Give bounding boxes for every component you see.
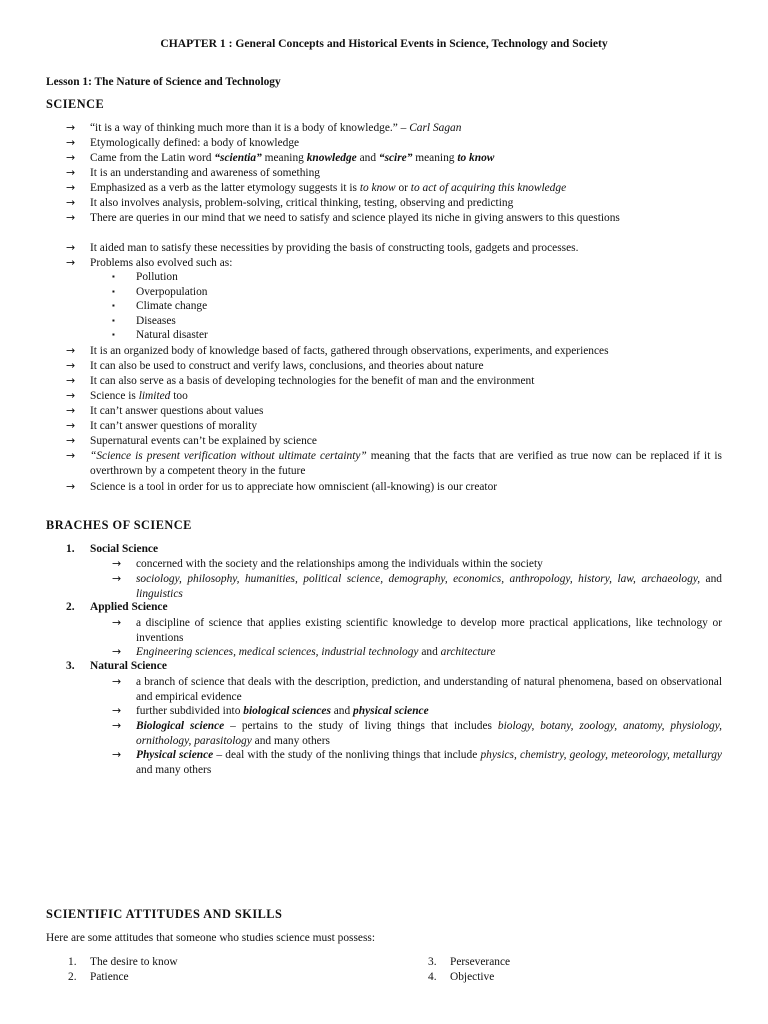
attitude-item: [428, 955, 510, 970]
list-item: [66, 241, 722, 256]
branch-heading: [66, 659, 167, 674]
problem-text: Pollution: [136, 271, 178, 283]
bullet-icon: ▪: [112, 272, 115, 281]
attitude-item: [68, 955, 178, 970]
list-item-text: It is an understanding and awareness of something: [90, 167, 320, 179]
list-item-text: Biological science – pertains to the study of living things that includes biology, botany, zoology, anatomy, physiology, ornithology, parasitology and many others: [136, 720, 723, 747]
problem-item: [112, 328, 208, 343]
attitude-number: 3.: [428, 956, 437, 968]
list-item-text: It can’t answer questions of morality: [90, 420, 258, 432]
arrow-icon: →: [66, 359, 76, 372]
bullet-icon: ▪: [112, 301, 115, 310]
problem-text: Overpopulation: [136, 286, 208, 298]
list-item: [66, 166, 722, 181]
arrow-icon: →: [66, 404, 76, 417]
arrow-icon: →: [66, 256, 76, 269]
chapter-title: CHAPTER 1 : General Concepts and Historical Events in Science, Technology and Society: [160, 37, 608, 50]
list-item-text: It also involves analysis, problem-solving, critical thinking, testing, observing and predicting: [90, 197, 514, 209]
arrow-icon: →: [66, 389, 76, 402]
attitude-text: Objective: [450, 971, 495, 983]
list-item-text: Came from the Latin word “scientia” meaning knowledge and “scire” meaning to know: [90, 152, 495, 164]
arrow-icon: →: [66, 344, 76, 357]
attitude-text: Patience: [90, 971, 129, 983]
list-item-text: Science is limited too: [90, 390, 188, 402]
attitude-text: The desire to know: [90, 956, 178, 968]
branches-heading: BRACHES OF SCIENCE: [46, 518, 192, 532]
list-item-text: a discipline of science that applies existing scientific knowledge to develop more practical applications, like technology or inventions: [136, 617, 722, 644]
list-item: [66, 211, 722, 226]
arrow-icon: →: [112, 557, 122, 570]
branch-point: [112, 748, 722, 777]
problem-item: [112, 299, 207, 314]
arrow-icon: →: [66, 419, 76, 432]
list-item: [66, 151, 722, 166]
attitude-number: 4.: [428, 971, 437, 983]
problem-item: [112, 285, 208, 300]
list-item-text: Supernatural events can’t be explained by science: [90, 435, 317, 447]
branch-number: 1.: [66, 543, 75, 555]
arrow-icon: →: [66, 449, 76, 462]
list-item-text: a branch of science that deals with the description, prediction, and understanding of natural phenomena, based on observational and empirical evidence: [136, 676, 722, 703]
branch-number: 2.: [66, 601, 75, 613]
attitude-item: [68, 970, 129, 985]
list-item-text: “Science is present verification without ultimate certainty” meaning that the facts that are verified as true now can be replaced if it is overthrown by a competent theory in the future: [90, 450, 722, 477]
arrow-icon: →: [66, 166, 76, 179]
list-item: [66, 181, 722, 196]
list-item: [66, 344, 722, 359]
list-item-text: It can also serve as a basis of developing technologies for the benefit of man and the environment: [90, 375, 535, 387]
list-item-text: It aided man to satisfy these necessities by providing the basis of constructing tools, gadgets and processes.: [90, 242, 579, 254]
arrow-icon: →: [66, 181, 76, 194]
attitudes-intro: Here are some attitudes that someone who studies science must possess:: [46, 932, 375, 944]
branch-point: [112, 616, 722, 645]
list-item: [66, 389, 722, 404]
branch-heading: [66, 600, 168, 615]
arrow-icon: →: [66, 211, 76, 224]
arrow-icon: →: [112, 675, 122, 688]
list-item-text: Emphasized as a verb as the latter etymology suggests it is to know or to act of acquiring this knowledge: [90, 182, 567, 194]
list-item: [66, 480, 722, 495]
attitude-item: [428, 970, 494, 985]
arrow-icon: →: [112, 572, 122, 585]
branch-point: [112, 572, 722, 601]
branch-point: [112, 557, 722, 572]
arrow-icon: →: [112, 616, 122, 629]
list-item-text: further subdivided into biological sciences and physical science: [136, 705, 429, 717]
branch-name: Applied Science: [90, 601, 168, 613]
arrow-icon: →: [66, 480, 76, 493]
list-item: [66, 359, 722, 374]
list-item: [66, 136, 722, 151]
lesson-title: Lesson 1: The Nature of Science and Technology: [46, 76, 281, 88]
bullet-icon: ▪: [112, 316, 115, 325]
attitude-number: 1.: [68, 956, 77, 968]
list-item-text: Problems also evolved such as:: [90, 257, 233, 269]
problem-text: Natural disaster: [136, 329, 208, 341]
branch-name: Natural Science: [90, 660, 167, 672]
list-item: [66, 449, 722, 478]
attitudes-heading: SCIENTIFIC ATTITUDES AND SKILLS: [46, 907, 283, 921]
problem-text: Climate change: [136, 300, 208, 312]
branch-heading: [66, 542, 158, 557]
list-item-text: Physical science – deal with the study of the nonliving things that include physics, chemistry, geology, meteorology, metallurgy and many others: [136, 749, 722, 776]
list-item-text: concerned with the society and the relationships among the individuals within the society: [136, 558, 543, 570]
branch-number: 3.: [66, 660, 75, 672]
arrow-icon: →: [66, 136, 76, 149]
list-item: [66, 419, 722, 434]
problem-text: Diseases: [136, 315, 176, 327]
branch-point: [112, 645, 722, 660]
list-item-text: “it is a way of thinking much more than it is a body of knowledge.” – Carl Sagan: [90, 122, 462, 134]
branch-name: Social Science: [90, 543, 159, 555]
arrow-icon: →: [112, 704, 122, 717]
arrow-icon: →: [112, 748, 122, 761]
branch-point: [112, 675, 722, 704]
list-item-text: Etymologically defined: a body of knowledge: [90, 137, 300, 149]
attitude-number: 2.: [68, 971, 77, 983]
arrow-icon: →: [66, 374, 76, 387]
arrow-icon: →: [66, 196, 76, 209]
branch-point: [112, 704, 722, 719]
arrow-icon: →: [66, 241, 76, 254]
list-item-text: Engineering sciences, medical sciences, industrial technology and architecture: [136, 646, 496, 658]
list-item: [66, 256, 722, 271]
list-item: [66, 404, 722, 419]
list-item: [66, 121, 722, 136]
list-item: [66, 374, 722, 389]
science-heading: SCIENCE: [46, 97, 105, 111]
branch-point: [112, 719, 722, 748]
arrow-icon: →: [66, 151, 76, 164]
arrow-icon: →: [66, 434, 76, 447]
problem-item: [112, 314, 176, 329]
list-item-text: It can’t answer questions about values: [90, 405, 264, 417]
list-item-text: sociology, philosophy, humanities, political science, demography, economics, anthropology, history, law, archaeology, and linguistics: [136, 573, 722, 600]
problem-item: [112, 270, 178, 285]
list-item: [66, 196, 722, 211]
arrow-icon: →: [112, 645, 122, 658]
list-item-text: It is an organized body of knowledge based of facts, gathered through observations, experiments, and experiences: [90, 345, 609, 357]
list-item-text: Science is a tool in order for us to appreciate how omniscient (all-knowing) is our creator: [90, 481, 498, 493]
attitude-text: Perseverance: [450, 956, 511, 968]
list-item-text: It can also be used to construct and verify laws, conclusions, and theories about nature: [90, 360, 484, 372]
arrow-icon: →: [112, 719, 122, 732]
arrow-icon: →: [66, 121, 76, 134]
bullet-icon: ▪: [112, 287, 115, 296]
bullet-icon: ▪: [112, 330, 115, 339]
list-item: [66, 434, 722, 449]
list-item-text: There are queries in our mind that we need to satisfy and science played its niche in giving answers to this questions: [90, 212, 620, 224]
